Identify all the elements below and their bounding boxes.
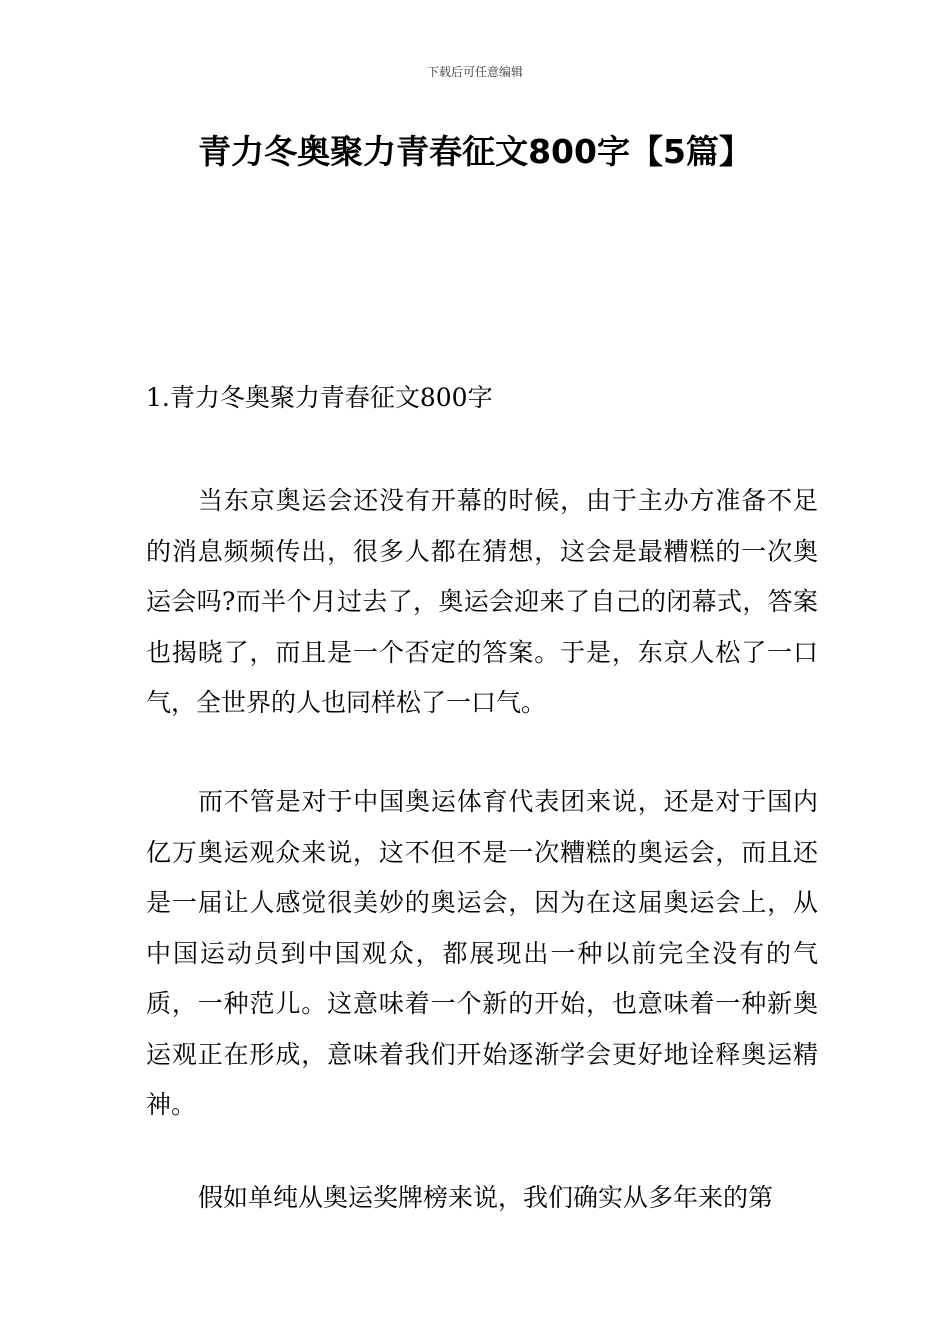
body-paragraph: 当东京奥运会还没有开幕的时候，由于主办方准备不足的消息频频传出，很多人都在猜想，这会是最糟糕的一次奥运会吗?而半个月过去了，奥运会迎来了自己的闭幕式，答案也揭晓了，而且是一个否定的答案。于是，东京人松了一口气，全世界的人也同样松了一口气。: [146, 486, 818, 717]
body-paragraph: 而不管是对于中国奥运体育代表团来说，还是对于国内亿万奥运观众来说，这不但不是一次糟糕的奥运会，而且还是一届让人感觉很美妙的奥运会，因为在这届奥运会上，从中国运动员到中国观众，都展现出一种以前完全没有的气质，一种范儿。这意味着一个新的开始，也意味着一种新奥运观正在形成，意味着我们开始逐渐学会更好地诠释奥运精神。: [146, 787, 818, 1119]
header-note: 下载后可任意编辑: [426, 65, 523, 79]
body-paragraph: 假如单纯从奥运奖牌榜来说，我们确实从多年来的第: [198, 1183, 774, 1212]
section-heading: 1.青力冬奥聚力青春征文800字: [146, 383, 493, 412]
document-title: 青力冬奥聚力青春征文800字【5篇】: [198, 132, 752, 171]
